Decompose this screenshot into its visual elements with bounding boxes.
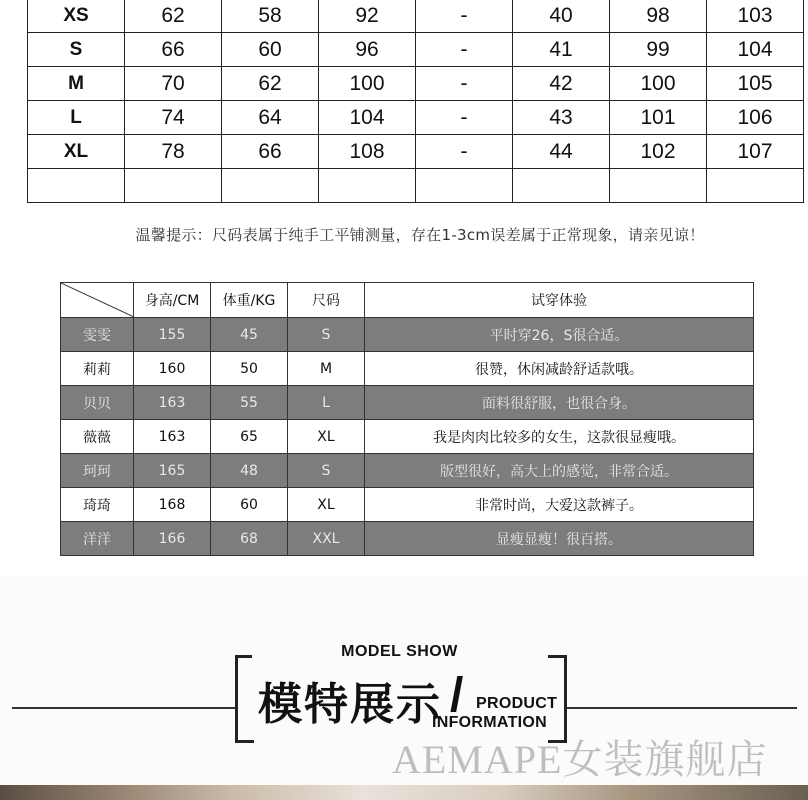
- header-weight: 体重/KG: [211, 283, 288, 318]
- tryon-row: [61, 386, 754, 420]
- divider-right: [567, 707, 797, 709]
- tryon-weight-cell: 48: [211, 454, 288, 488]
- empty-cell: [610, 169, 707, 203]
- size-value-cell: 40: [513, 0, 610, 33]
- size-value-cell: -: [416, 33, 513, 67]
- size-value-cell: 66: [125, 33, 222, 67]
- size-row: [28, 0, 804, 33]
- size-value-cell: 99: [610, 33, 707, 67]
- tryon-height-cell: 163: [134, 386, 211, 420]
- size-row: [28, 67, 804, 101]
- size-value-cell: 41: [513, 33, 610, 67]
- tryon-comment-cell: 很赞，休闲减龄舒适款哦。: [365, 352, 754, 386]
- empty-cell: [125, 169, 222, 203]
- tryon-table: [60, 282, 754, 556]
- size-value-cell: 64: [222, 101, 319, 135]
- size-label-cell: M: [28, 67, 125, 101]
- tryon-row: [61, 420, 754, 454]
- tryon-row: [61, 318, 754, 352]
- size-value-cell: -: [416, 67, 513, 101]
- size-value-cell: 60: [222, 33, 319, 67]
- size-label-cell: XS: [28, 0, 125, 33]
- size-value-cell: 107: [707, 135, 804, 169]
- size-value-cell: -: [416, 135, 513, 169]
- tryon-comment-cell: 显瘦显瘦！很百搭。: [365, 522, 754, 556]
- size-value-cell: 101: [610, 101, 707, 135]
- size-value-cell: 106: [707, 101, 804, 135]
- tryon-weight-cell: 68: [211, 522, 288, 556]
- size-value-cell: 62: [222, 67, 319, 101]
- size-value-cell: 92: [319, 0, 416, 33]
- tryon-comment-cell: 平时穿26，S很合适。: [365, 318, 754, 352]
- tryon-size-cell: XL: [288, 488, 365, 522]
- tryon-name-cell: 雯雯: [61, 318, 134, 352]
- size-value-cell: -: [416, 0, 513, 33]
- empty-cell: [416, 169, 513, 203]
- size-value-cell: 103: [707, 0, 804, 33]
- empty-cell: [513, 169, 610, 203]
- model-photo-strip: [0, 785, 808, 800]
- tryon-weight-cell: 55: [211, 386, 288, 420]
- tryon-size-cell: XXL: [288, 522, 365, 556]
- empty-cell: [707, 169, 804, 203]
- size-value-cell: 104: [707, 33, 804, 67]
- model-show-title-en: MODEL SHOW: [252, 643, 547, 661]
- size-value-cell: 78: [125, 135, 222, 169]
- title-slash: /: [450, 669, 464, 722]
- tryon-name-cell: 琦琦: [61, 488, 134, 522]
- model-show-title-cn: 模特展示: [258, 679, 442, 730]
- size-row: [28, 135, 804, 169]
- diagonal-corner-cell: [61, 283, 134, 318]
- tryon-name-cell: 贝贝: [61, 386, 134, 420]
- tryon-weight-cell: 60: [211, 488, 288, 522]
- product-label: PRODUCT: [476, 695, 558, 712]
- bracket-left: [235, 655, 254, 743]
- size-value-cell: 62: [125, 0, 222, 33]
- size-value-cell: 74: [125, 101, 222, 135]
- size-value-cell: 58: [222, 0, 319, 33]
- tryon-weight-cell: 45: [211, 318, 288, 352]
- size-value-cell: 104: [319, 101, 416, 135]
- size-value-cell: 98: [610, 0, 707, 33]
- tryon-row: [61, 454, 754, 488]
- size-value-cell: 108: [319, 135, 416, 169]
- store-watermark: AEMAPE女装旗舰店: [392, 737, 768, 782]
- tryon-height-cell: 168: [134, 488, 211, 522]
- empty-cell: [222, 169, 319, 203]
- tryon-row: [61, 488, 754, 522]
- tryon-height-cell: 166: [134, 522, 211, 556]
- tryon-header-row: [61, 283, 754, 318]
- tryon-row: [61, 352, 754, 386]
- tryon-height-cell: 163: [134, 420, 211, 454]
- size-label-cell: S: [28, 33, 125, 67]
- size-value-cell: 70: [125, 67, 222, 101]
- tryon-size-cell: M: [288, 352, 365, 386]
- size-value-cell: 100: [610, 67, 707, 101]
- header-height: 身高/CM: [134, 283, 211, 318]
- size-value-cell: 96: [319, 33, 416, 67]
- size-value-cell: -: [416, 101, 513, 135]
- empty-cell: [319, 169, 416, 203]
- size-value-cell: 42: [513, 67, 610, 101]
- tryon-name-cell: 洋洋: [61, 522, 134, 556]
- size-chart-table: [27, 0, 804, 203]
- tryon-row: [61, 522, 754, 556]
- size-value-cell: 44: [513, 135, 610, 169]
- tryon-height-cell: 165: [134, 454, 211, 488]
- tryon-name-cell: 薇薇: [61, 420, 134, 454]
- size-label-cell: L: [28, 101, 125, 135]
- tryon-comment-cell: 非常时尚，大爱这款裤子。: [365, 488, 754, 522]
- header-size: 尺码: [288, 283, 365, 318]
- tryon-size-cell: S: [288, 454, 365, 488]
- tryon-weight-cell: 65: [211, 420, 288, 454]
- tryon-height-cell: 160: [134, 352, 211, 386]
- tryon-comment-cell: 面料很舒服，也很合身。: [365, 386, 754, 420]
- tryon-name-cell: 珂珂: [61, 454, 134, 488]
- tryon-name-cell: 莉莉: [61, 352, 134, 386]
- tryon-size-cell: S: [288, 318, 365, 352]
- size-row: [28, 101, 804, 135]
- empty-cell: [28, 169, 125, 203]
- tryon-comment-cell: 版型很好，高大上的感觉，非常合适。: [365, 454, 754, 488]
- size-value-cell: 105: [707, 67, 804, 101]
- tryon-comment-cell: 我是肉肉比较多的女生，这款很显瘦哦。: [365, 420, 754, 454]
- header-experience: 试穿体验: [365, 283, 754, 318]
- diagonal-line: [61, 283, 134, 317]
- tryon-weight-cell: 50: [211, 352, 288, 386]
- tryon-size-cell: XL: [288, 420, 365, 454]
- size-value-cell: 43: [513, 101, 610, 135]
- measurement-tip: 温馨提示：尺码表属于纯手工平铺测量，存在1-3cm误差属于正常现象，请亲见谅！: [135, 226, 705, 244]
- size-label-cell: XL: [28, 135, 125, 169]
- size-value-cell: 66: [222, 135, 319, 169]
- size-value-cell: 102: [610, 135, 707, 169]
- size-row: [28, 33, 804, 67]
- tryon-height-cell: 155: [134, 318, 211, 352]
- size-row-empty: [28, 169, 804, 203]
- information-label: INFORMATION: [432, 714, 547, 731]
- divider-left: [12, 707, 235, 709]
- size-value-cell: 100: [319, 67, 416, 101]
- tryon-size-cell: L: [288, 386, 365, 420]
